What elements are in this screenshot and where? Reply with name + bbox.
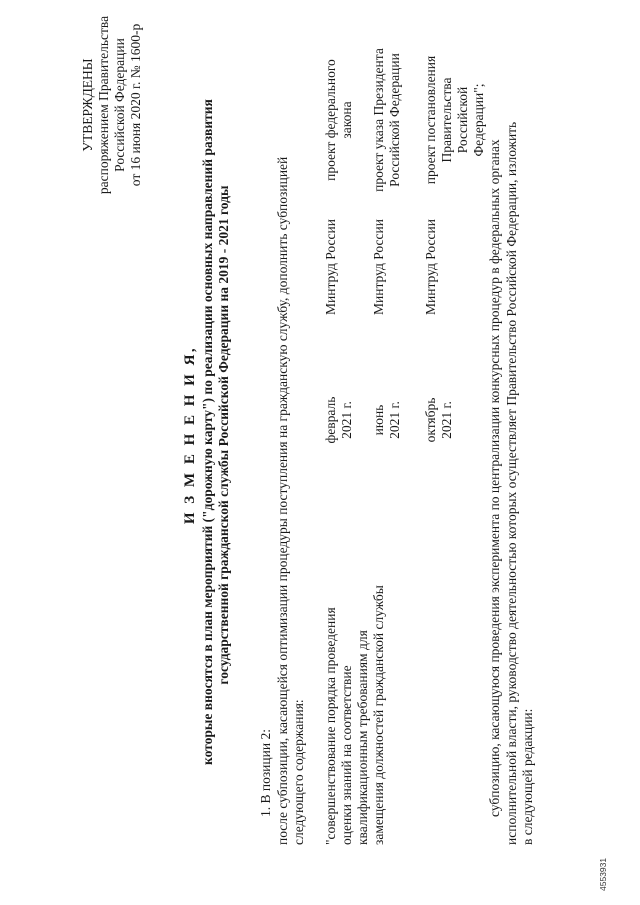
- document-type-line: Российской Федерации: [387, 53, 402, 187]
- agency-cell: Минтруд России: [371, 219, 386, 315]
- approval-date: от 16 июня 2020 г. № 1600-р: [128, 23, 143, 187]
- task-line: замещения должностей гражданской службы: [371, 585, 386, 845]
- section-2-line-1: субпозицию, касающуюся проведения эксперимента по централизации конкурсных процедур в федеральных органах: [487, 139, 502, 817]
- section-2-line-2: исполнительной власти, руководство деятельностью которых осуществляет Правительство Российской Федерации, изложить: [503, 121, 519, 845]
- section-2: [487, 65, 537, 845]
- deadline-cell: [371, 380, 403, 460]
- deadline-cell: [323, 380, 355, 460]
- deadline-year: 2021 г.: [439, 401, 454, 439]
- task-cell: [323, 465, 387, 845]
- heading-line-2: государственной гражданской службы Российской Федерации на 2019 - 2021 годы: [216, 185, 231, 685]
- approval-authority: распоряжением Правительства: [96, 15, 111, 195]
- document-type-line: проект постановления: [423, 55, 438, 185]
- deadline-year: 2021 г.: [387, 401, 402, 439]
- agency-cell: Минтруд России: [323, 219, 338, 315]
- document-type-line: Федерации";: [471, 83, 486, 157]
- document-heading: [180, 99, 232, 765]
- document-type-line: проект указа Президента: [371, 48, 386, 192]
- approval-country: Российской Федерации: [112, 38, 127, 172]
- heading-title: И З М Е Н Е Н И Я,: [182, 345, 198, 525]
- section-1-line-1: после субпозиции, касающейся оптимизации процедуры поступления на гражданскую службу, дополнить субпозицией: [274, 156, 290, 845]
- section-1-item: 1. В позиции 2:: [258, 729, 273, 817]
- approval-title: УТВЕРЖДЕНЫ: [80, 58, 95, 152]
- deadline-month: февраль: [323, 396, 338, 444]
- document-type-cell: [423, 45, 487, 195]
- heading-line-1: которые вносятся в план мероприятий ("дорожную карту") по реализации основных направлений развития: [200, 99, 215, 765]
- section-1: [258, 85, 308, 845]
- deadline-year: 2021 г.: [339, 401, 354, 439]
- deadline-month: июнь: [371, 404, 386, 436]
- deadline-month: октябрь: [423, 397, 438, 443]
- document-type-line: Правительства Российской: [439, 77, 470, 163]
- agency-cell: Минтруд России: [423, 219, 438, 315]
- document-type-line: проект федерального закона: [323, 59, 354, 181]
- task-line: "совершенствование порядка проведения: [323, 607, 338, 845]
- section-1-line-2: следующего содержания:: [291, 699, 306, 845]
- task-line: квалификационным требованиям для: [355, 630, 370, 845]
- document-type-cell: [371, 45, 403, 195]
- document-number: 4553931: [598, 857, 608, 891]
- deadline-cell: [423, 380, 455, 460]
- document-type-cell: [323, 45, 355, 195]
- section-2-line-3: в следующей редакции:: [520, 708, 535, 845]
- task-line: оценки знаний на соответствие: [339, 665, 354, 845]
- approval-stamp: [80, 5, 144, 205]
